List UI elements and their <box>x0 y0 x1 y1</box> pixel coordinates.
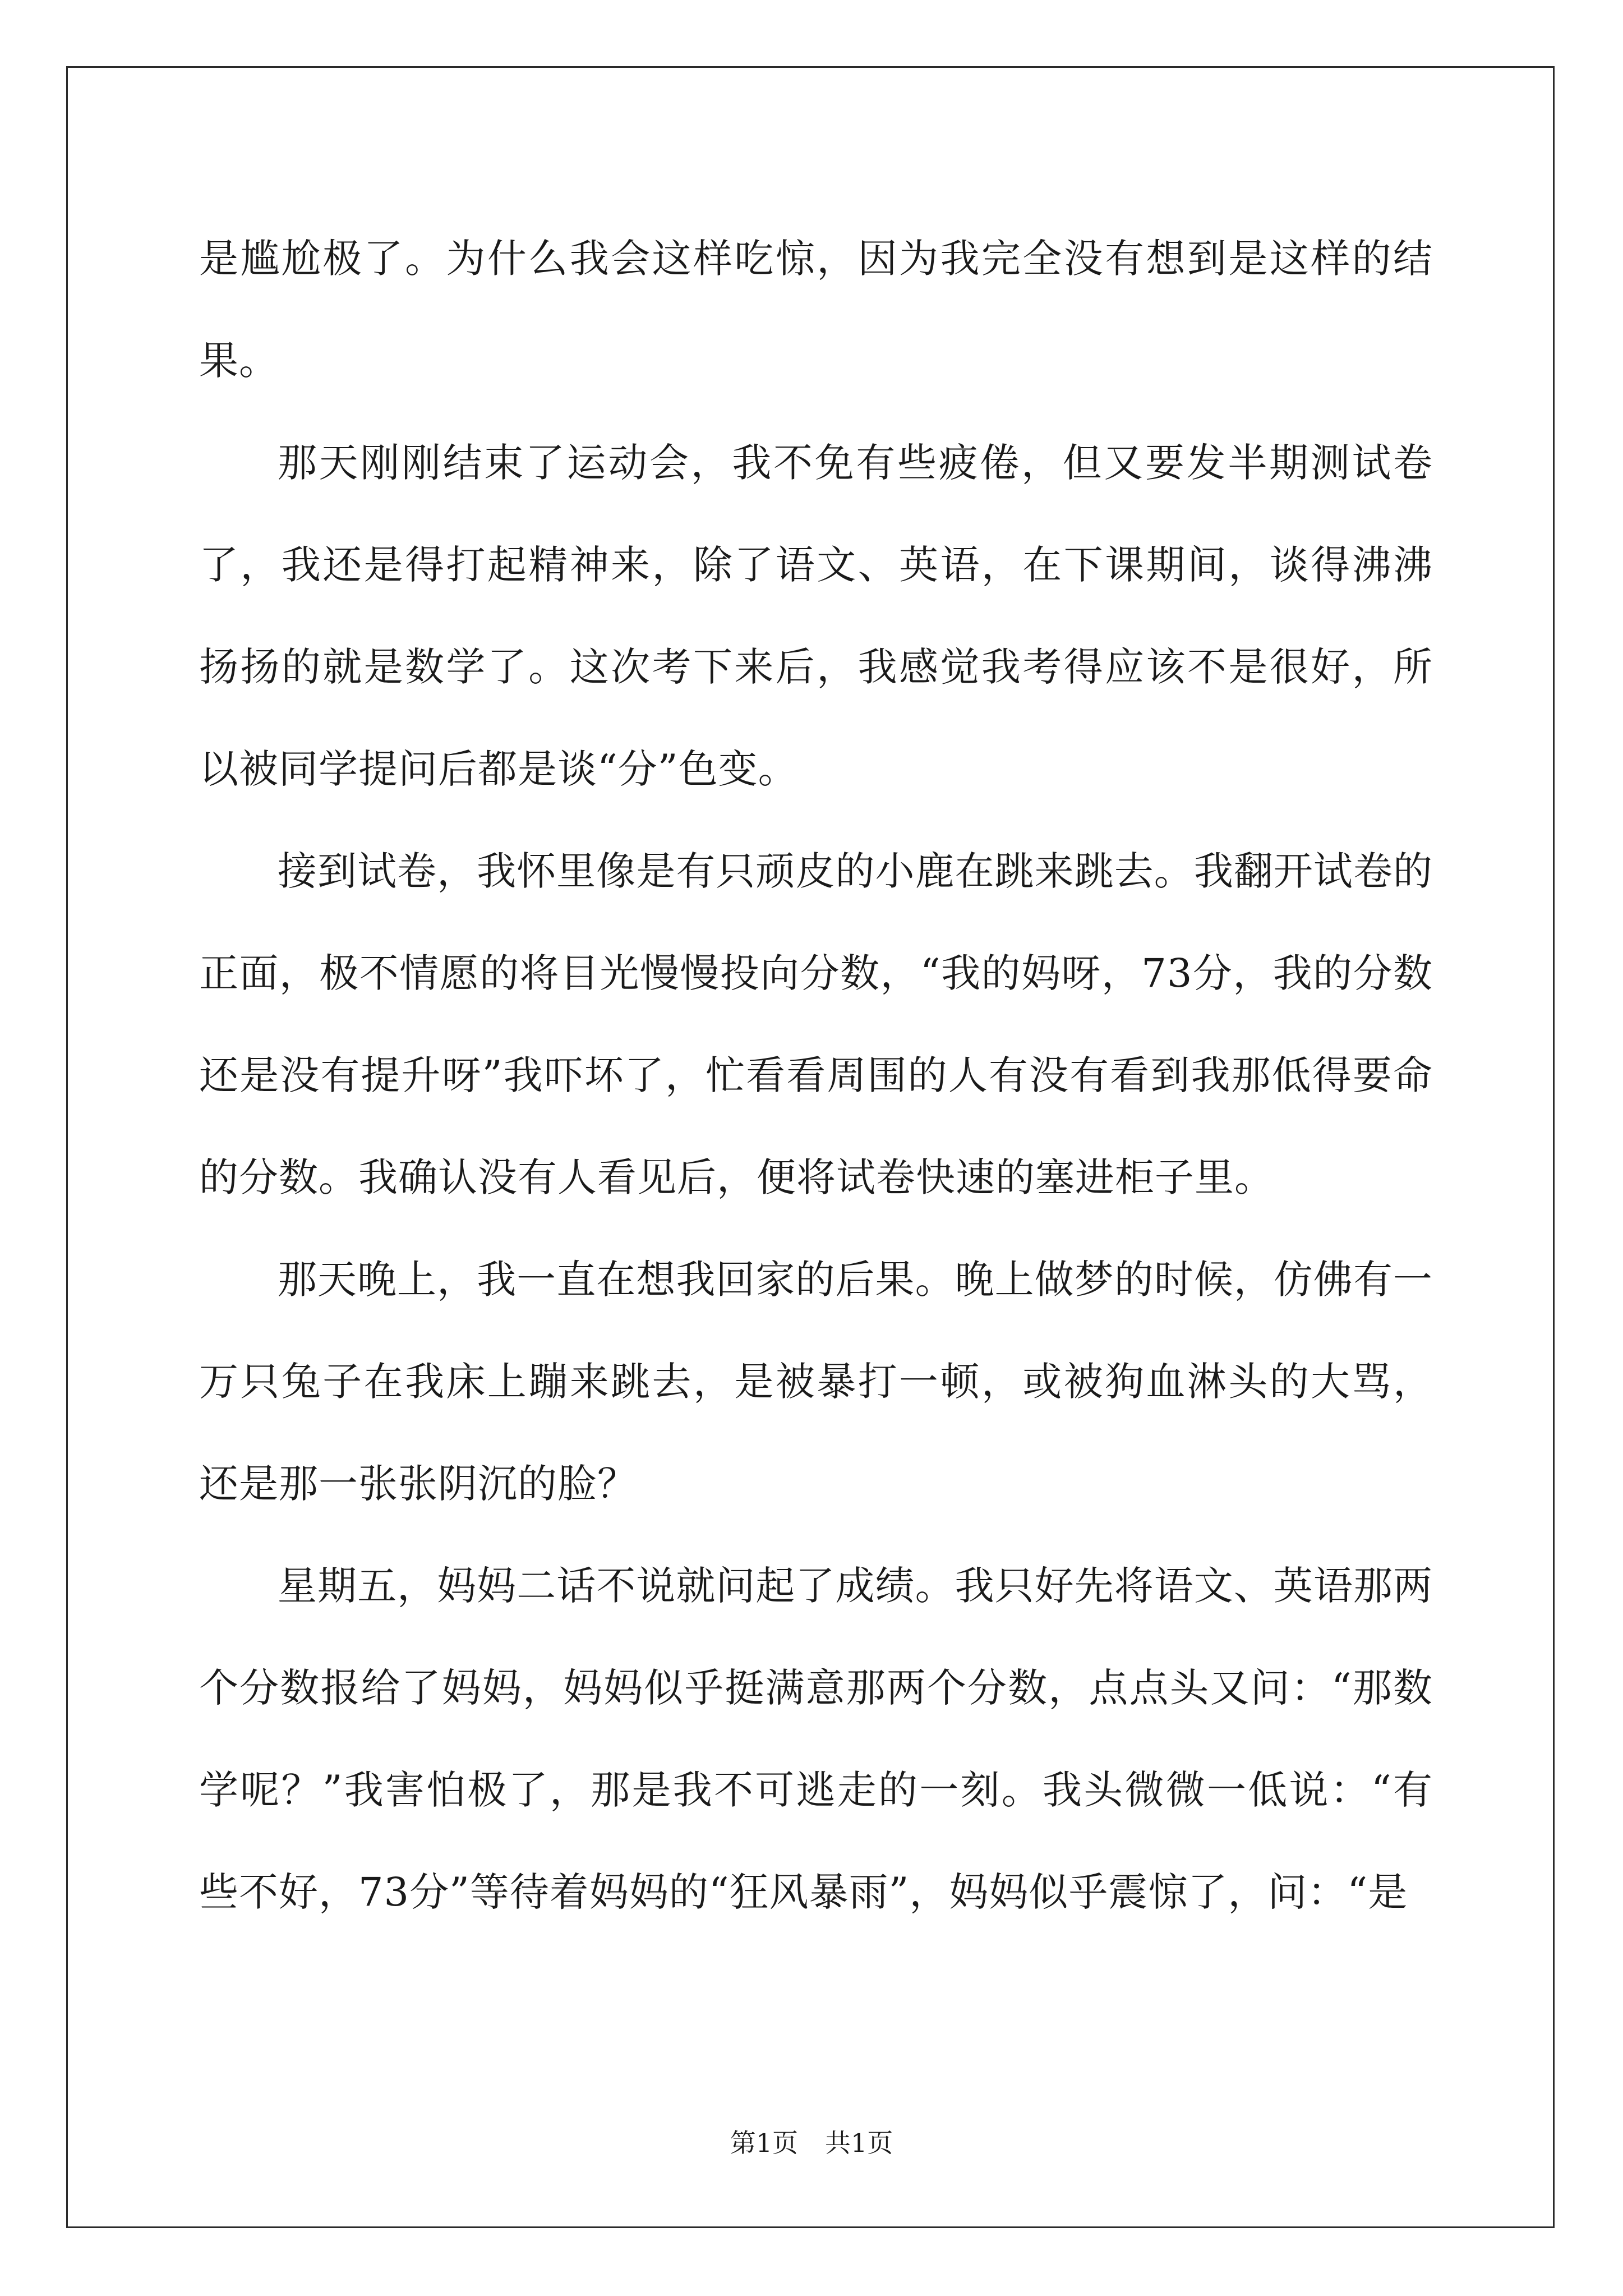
document-body <box>199 208 1433 1943</box>
page-footer <box>0 2126 1623 2160</box>
page-number-total: 共1页 <box>825 2128 893 2158</box>
paragraph-4: 那天晚上，我一直在想我回家的后果。晚上做梦的时候，仿佛有一万只兔子在我床上蹦来跳去，是被暴打一顿，或被狗血淋头的大骂，还是那一张张阴沉的脸？ <box>199 1257 1433 1507</box>
paragraph-3: 接到试卷，我怀里像是有只顽皮的小鹿在跳来跳去。我翻开试卷的正面，极不情愿的将目光慢慢投向分数，“我的妈呀，73分，我的分数还是没有提升呀”我吓坏了，忙看看周围的人有没有看到我那低得要命的分数。我确认没有人看见后，便将试卷快速的塞进柜子里。 <box>199 848 1433 1200</box>
paragraph-5: 星期五，妈妈二话不说就问起了成绩。我只好先将语文、英语那两个分数报给了妈妈，妈妈似乎挺满意那两个分数，点点头又问：“那数学呢？”我害怕极了，那是我不可逃走的一刻。我头微微一低说：“有些不好，73分”等待着妈妈的“狂风暴雨”，妈妈似乎震惊了，问：“是 <box>199 1563 1433 1915</box>
page-number-current: 第1页 <box>730 2128 798 2158</box>
paragraph-2: 那天刚刚结束了运动会，我不免有些疲倦，但又要发半期测试卷了，我还是得打起精神来，除了语文、英语，在下课期间，谈得沸沸扬扬的就是数学了。这次考下来后，我感觉我考得应该不是很好，所以被同学提问后都是谈“分”色变。 <box>199 440 1433 792</box>
paragraph-1: 是尴尬极了。为什么我会这样吃惊，因为我完全没有想到是这样的结果。 <box>199 236 1433 384</box>
